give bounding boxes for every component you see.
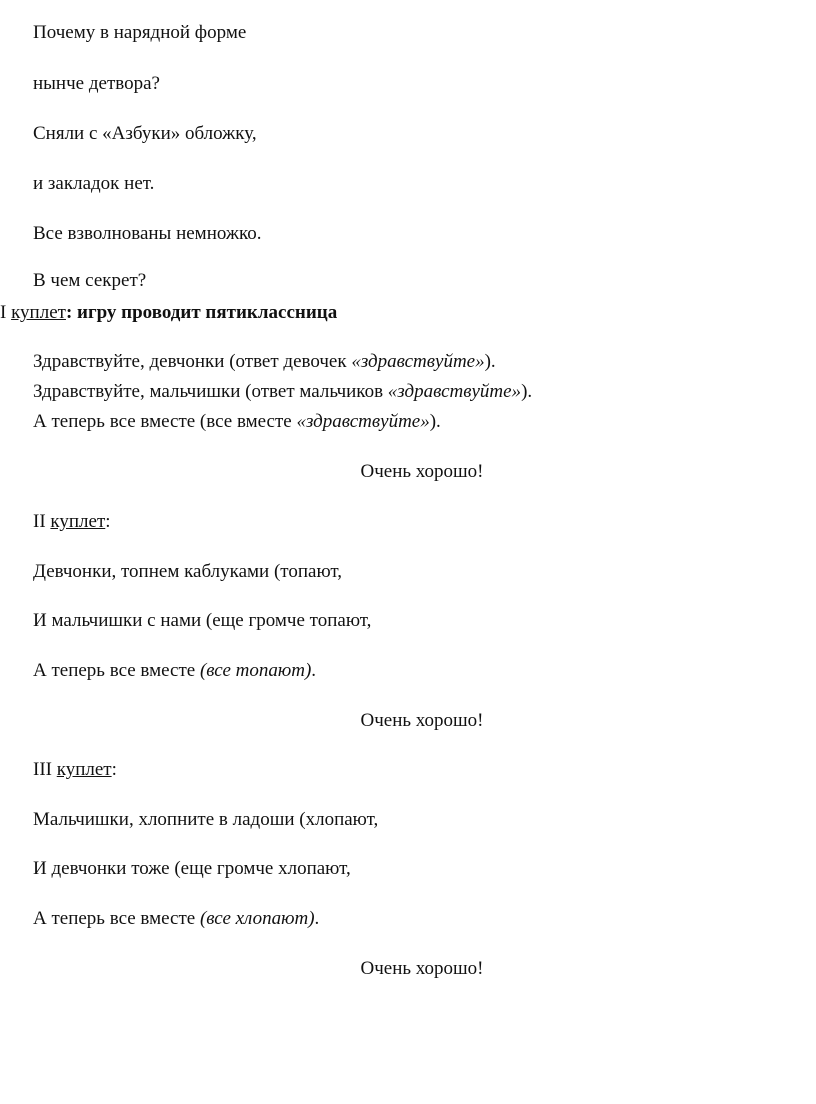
verse-1-heading-text: игру проводит пятиклассница [72,302,338,323]
verse-2-line-3: А теперь все вместе (все топают). [33,660,317,681]
verse-3-line-2: И девчонки тоже (еще громче хлопают, [33,858,351,879]
verse-1-line-3: А теперь все вместе (все вместе «здравствуйте»). [33,411,441,432]
verse-1-heading [0,301,337,325]
verse-3-word: куплет [56,759,112,780]
poem-line-1: Почему в нарядной форме [33,22,247,43]
verse-3-heading [33,758,117,782]
poem-line-2: нынче детвора? [33,73,160,94]
verse-3-line-1: Мальчишки, хлопните в ладоши (хлопают, [33,809,379,830]
poem-line-6: В чем секрет? [33,270,147,291]
poem-line-5: Все взволнованы немножко. [33,223,262,244]
verse-1-word: куплет [11,302,66,323]
verse-1-line-2: Здравствуйте, мальчишки (ответ мальчиков «здравствуйте»). [33,381,533,402]
verse-1-closing: Очень хорошо! [360,461,484,482]
verse-2-heading [33,510,111,534]
verse-2-line-1: Девчонки, топнем каблуками (топают, [33,561,343,582]
verse-3-line-3: А теперь все вместе (все хлопают). [33,908,320,929]
poem-line-3: Сняли с «Азбуки» обложку, [33,123,257,144]
verse-3-colon: : [111,759,117,780]
verse-1-line-1: Здравствуйте, девчонки (ответ девочек «здравствуйте»). [33,351,496,372]
verse-1-numeral: I [0,302,12,323]
verse-2-line-2: И мальчишки с нами (еще громче топают, [33,610,372,631]
verse-2-numeral: II [33,511,51,532]
verse-2-closing: Очень хорошо! [360,710,484,731]
poem-line-4: и закладок нет. [33,173,155,194]
verse-2-colon: : [105,511,111,532]
verse-3-numeral: III [33,759,57,780]
verse-1-colon: : [65,302,73,323]
verse-2-word: куплет [50,511,106,532]
verse-3-closing: Очень хорошо! [360,958,484,979]
